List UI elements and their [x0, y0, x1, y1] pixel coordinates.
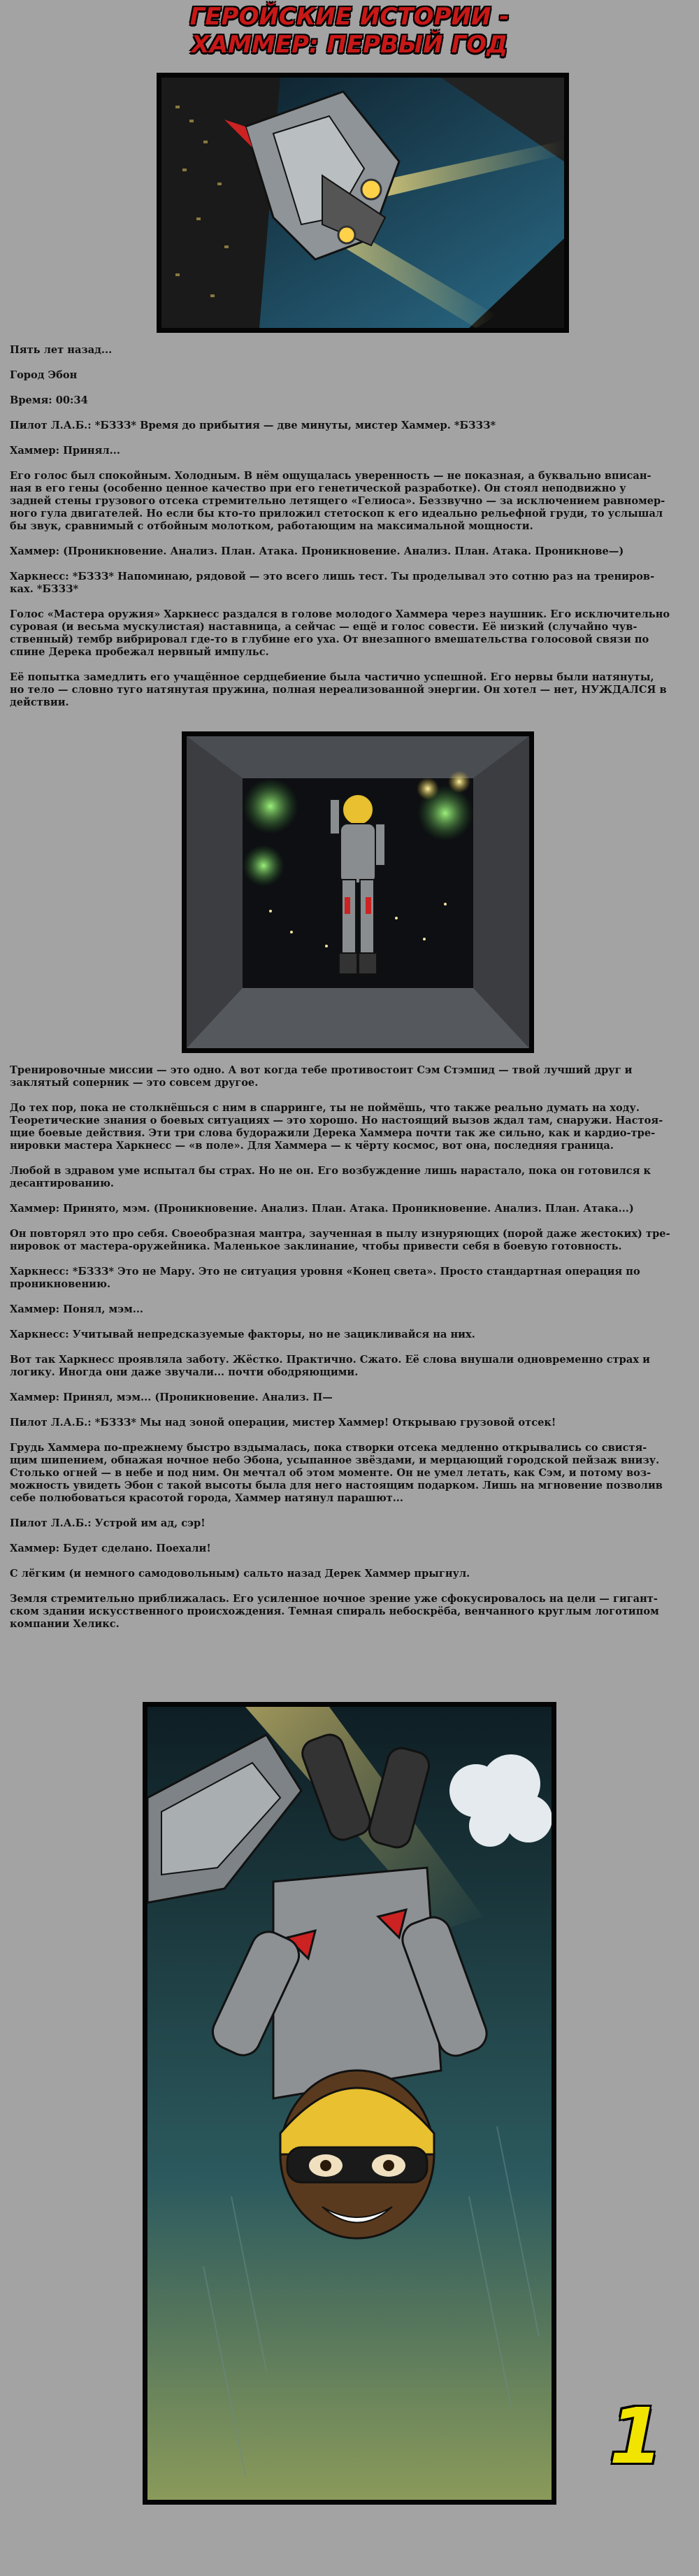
story-paragraph: Харкнесс: *БЗЗЗ* Напоминаю, рядовой — это всего лишь тест. Ты проделывал это сотню раз на трениров- ках. *БЗЗЗ*	[10, 571, 655, 595]
title-line-1: ГЕРОЙСКИЕ ИСТОРИИ -	[189, 3, 510, 31]
story-paragraph: Харкнесс: Учитывай непредсказуемые факторы, но не зацикливайся на них.	[10, 1329, 475, 1340]
page-number: 1	[609, 2391, 663, 2481]
story-paragraph: Пилот Л.А.Б.: Устрой им ад, сэр!	[10, 1517, 206, 1529]
story-paragraph: Харкнесс: *БЗЗЗ* Это не Мару. Это не ситуация уровня «Конец света». Просто стандартная операция по проникновению.	[10, 1266, 640, 1290]
story-paragraph: Хаммер: Принял, мэм... (Проникновение. Анализ. П—	[10, 1391, 333, 1403]
story-paragraph: Голос «Мастера оружия» Харкнесс раздался в голове молодого Хаммера через наушник. Его исключительно суровая (и весьма мускулистая) наставница, а сейчас — ещё и голос совести. Её низкий (случайно чув- ственный) тембр вибрировал где-то в глубине его уха. От внезапного вмешательства голосовой связи по спине Дерека пробежал нервный импульс.	[10, 608, 670, 658]
story-paragraph: Время: 00:34	[10, 394, 88, 406]
story-paragraph: Грудь Хаммера по-прежнему быстро вздымалась, пока створки отсека медленно открывались со свистя- щим шипением, обнажая ночное небо Эбона, усыпанное звёздами, и мерцающий городской пейзаж внизу. Столько огней — в небе и под ним. Он мечтал об этом моменте. Он не умел летать, как Сэм, и потому воз- можность увидеть Эбон с такой высоты была для него настоящим подарком. Лишь на мгновение позволив себе полюбоваться красотой города, Хаммер натянул парашют...	[10, 1442, 663, 1504]
story-paragraph: Земля стремительно приближалась. Его усиленное ночное зрение уже сфокусировалось на цели — гигант- ском здании искусственного происхождения. Темная спираль небоскрёба, венчанного круглым логотипом компании Хеликс.	[10, 1593, 659, 1630]
panel-hero-skydiving	[143, 1702, 556, 2505]
story-paragraph: Город Эбон	[10, 369, 78, 381]
spaceship-illustration	[161, 78, 564, 328]
story-text-section-1	[10, 344, 689, 722]
story-paragraph: До тех пор, пока не столкнёшься с ним в спарринге, ты не поймёшь, что также реально думать на ходу. Теоретические знания о боевых ситуациях — это хорошо. Но настоящий вызов ждал там, снаружи. Настоя- щие боевые действия. Эти три слова будоражили Дерека Хаммера почти так же сильно, как и кардио-тре- нировки мастера Харкнесс — «в поле». Для Хаммера — к чёрту космос, вот она, последняя граница.	[10, 1102, 663, 1152]
story-paragraph: Хаммер: Понял, мэм...	[10, 1303, 144, 1315]
story-paragraph: Её попытка замедлить его учащённое сердцебиение была частично успешной. Его нервы были натянуты, но тело — словно туго натянутая пружина, полная нереализованной энергии. Он хотел — нет, НУЖДАЛСЯ в действии.	[10, 671, 667, 708]
story-paragraph: Пилот Л.А.Б.: *БЗЗЗ* Мы над зоной операции, мистер Хаммер! Открываю грузовой отсек!	[10, 1417, 556, 1429]
skydive-illustration	[147, 1707, 552, 2500]
story-paragraph: Пять лет назад...	[10, 344, 113, 356]
story-paragraph: Хаммер: Принял...	[10, 445, 120, 457]
comic-title	[0, 3, 699, 59]
story-paragraph: Тренировочные миссии — это одно. А вот когда тебе противостоит Сэм Стэмпид — твой лучший друг и заклятый соперник — это совсем другое.	[10, 1064, 633, 1089]
story-paragraph: Его голос был спокойным. Холодным. В нём ощущалась уверенность — не показная, а буквально вписан- ная в его гены (особенно ценное качество при его генетической разработке). Он стоял неподвижно у задней стены грузового отсека стремительно летящего «Гелиоса». Беззвучно — за исключением равномер- ного гула двигателей. Но если бы кто-то приложил стетоскоп к его идеально рельефной груди, то услышал бы звук, сравнимый с отбойным молотком, работающим на максимальной мощности.	[10, 470, 665, 532]
panel-hero-in-cargo-bay	[182, 731, 534, 1053]
story-paragraph: Он повторял это про себя. Своеобразная мантра, заученная в пылу изнуряющих (порой даже жестоких) тре- нировок от мастера-оружейника. Маленькое заклинание, чтобы привести себя в боевую готовность.	[10, 1228, 670, 1252]
title-line-2: ХАММЕР: ПЕРВЫЙ ГОД	[191, 31, 508, 59]
story-paragraph: Хаммер: (Проникновение. Анализ. План. Атака. Проникновение. Анализ. План. Атака. Проникнове—)	[10, 545, 624, 557]
story-paragraph: С лёгким (и немного самодовольным) сальто назад Дерек Хаммер прыгнул.	[10, 1568, 470, 1580]
cargo-bay-illustration	[187, 736, 529, 1048]
story-paragraph: Вот так Харкнесс проявляла заботу. Жёстко. Практично. Сжато. Её слова внушали одновременно страх и логику. Иногда они даже звучали... почти ободряющими.	[10, 1354, 650, 1378]
story-text-section-2	[10, 1064, 689, 1643]
panel-spaceship-over-city	[157, 73, 569, 333]
story-paragraph: Хаммер: Будет сделано. Поехали!	[10, 1543, 211, 1554]
story-paragraph: Хаммер: Принято, мэм. (Проникновение. Анализ. План. Атака. Проникновение. Анализ. План. Атака...)	[10, 1203, 634, 1215]
story-paragraph: Пилот Л.А.Б.: *БЗЗЗ* Время до прибытия — две минуты, мистер Хаммер. *БЗЗЗ*	[10, 420, 496, 431]
story-paragraph: Любой в здравом уме испытал бы страх. Но не он. Его возбуждение лишь нарастало, пока он готовился к десантированию.	[10, 1165, 651, 1189]
